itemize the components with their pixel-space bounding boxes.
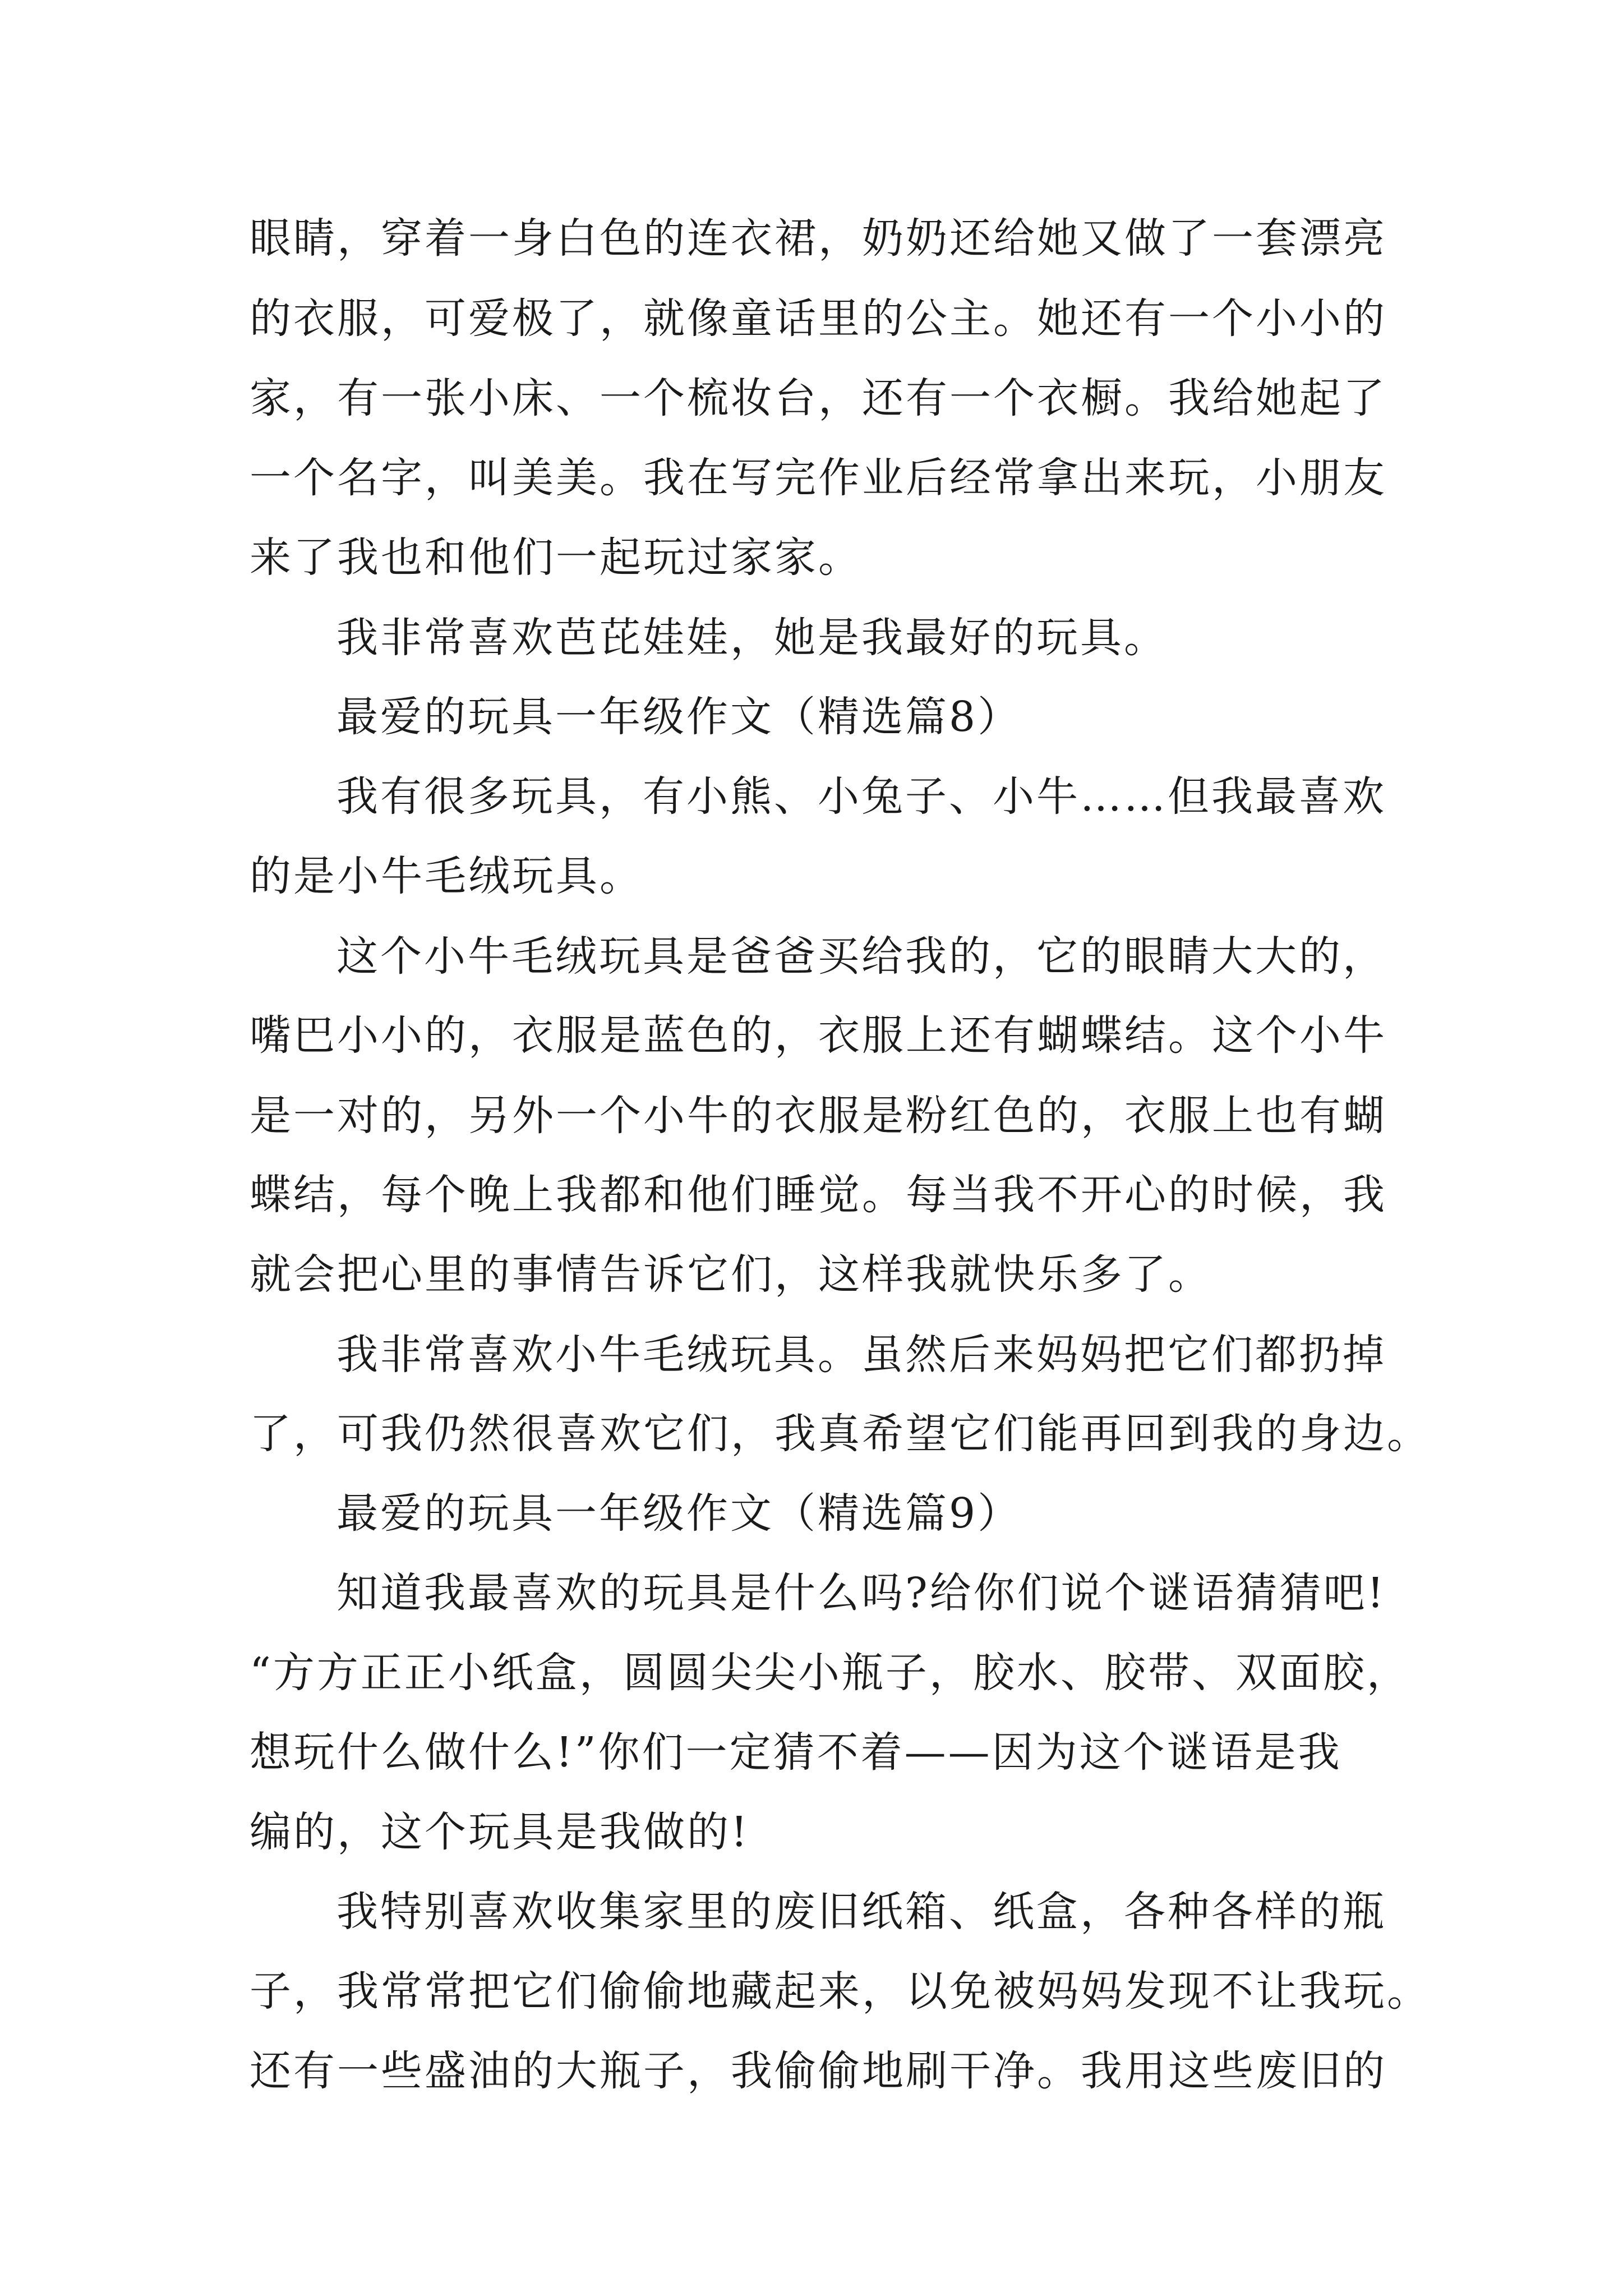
- section-heading: 最爱的玩具一年级作文（精选篇9）: [336, 1489, 1022, 1538]
- text-line: 想玩什么做什么!”你们一定猜不着——因为这个谜语是我: [250, 1728, 1342, 1777]
- text-line: 我特别喜欢收集家里的废旧纸箱、纸盒，各种各样的瓶: [336, 1888, 1386, 1936]
- text-line: 蝶结，每个晚上我都和他们睡觉。每当我不开心的时候，我: [250, 1171, 1387, 1219]
- text-line: 家，有一张小床、一个梳妆台，还有一个衣橱。我给她起了: [250, 374, 1387, 422]
- text-line: 这个小牛毛绒玩具是爸爸买给我的，它的眼睛大大的，: [336, 932, 1386, 981]
- text-line: 来了我也和他们一起玩过家家。: [250, 533, 862, 582]
- section-heading: 最爱的玩具一年级作文（精选篇8）: [336, 693, 1022, 741]
- text-line: 了，可我仍然很喜欢它们，我真希望它们能再回到我的身边。: [250, 1410, 1431, 1458]
- text-line: 还有一些盛油的大瓶子，我偷偷地刷干净。我用这些废旧的: [250, 2047, 1387, 2095]
- text-line: 一个名字，叫美美。我在写完作业后经常拿出来玩，小朋友: [250, 454, 1387, 502]
- text-line: “方方正正小纸盒，圆圆尖尖小瓶子，胶水、胶带、双面胶，: [250, 1649, 1410, 1697]
- text-line: 我非常喜欢芭芘娃娃，她是我最好的玩具。: [336, 614, 1168, 662]
- text-line: 知道我最喜欢的玩具是什么吗?给你们说个谜语猜猜吧!: [336, 1569, 1386, 1617]
- text-line: 是一对的，另外一个小牛的衣服是粉红色的，衣服上也有蝴: [250, 1092, 1387, 1140]
- text-line: 编的，这个玩具是我做的!: [250, 1808, 750, 1856]
- text-line: 嘴巴小小的，衣服是蓝色的，衣服上还有蝴蝶结。这个小牛: [250, 1011, 1387, 1060]
- text-line: 眼睛，穿着一身白色的连衣裙，奶奶还给她又做了一套漂亮: [250, 214, 1387, 263]
- text-line: 我非常喜欢小牛毛绒玩具。虽然后来妈妈把它们都扔掉: [336, 1331, 1386, 1379]
- text-line: 的衣服，可爱极了，就像童话里的公主。她还有一个小小的: [250, 295, 1387, 343]
- text-line: 的是小牛毛绒玩具。: [250, 852, 643, 900]
- text-line: 我有很多玩具，有小熊、小兔子、小牛……但我最喜欢: [336, 772, 1386, 821]
- text-line: 子，我常常把它们偷偷地藏起来，以免被妈妈发现不让我玩。: [250, 1967, 1431, 2016]
- text-line: 就会把心里的事情告诉它们，这样我就快乐多了。: [250, 1250, 1212, 1299]
